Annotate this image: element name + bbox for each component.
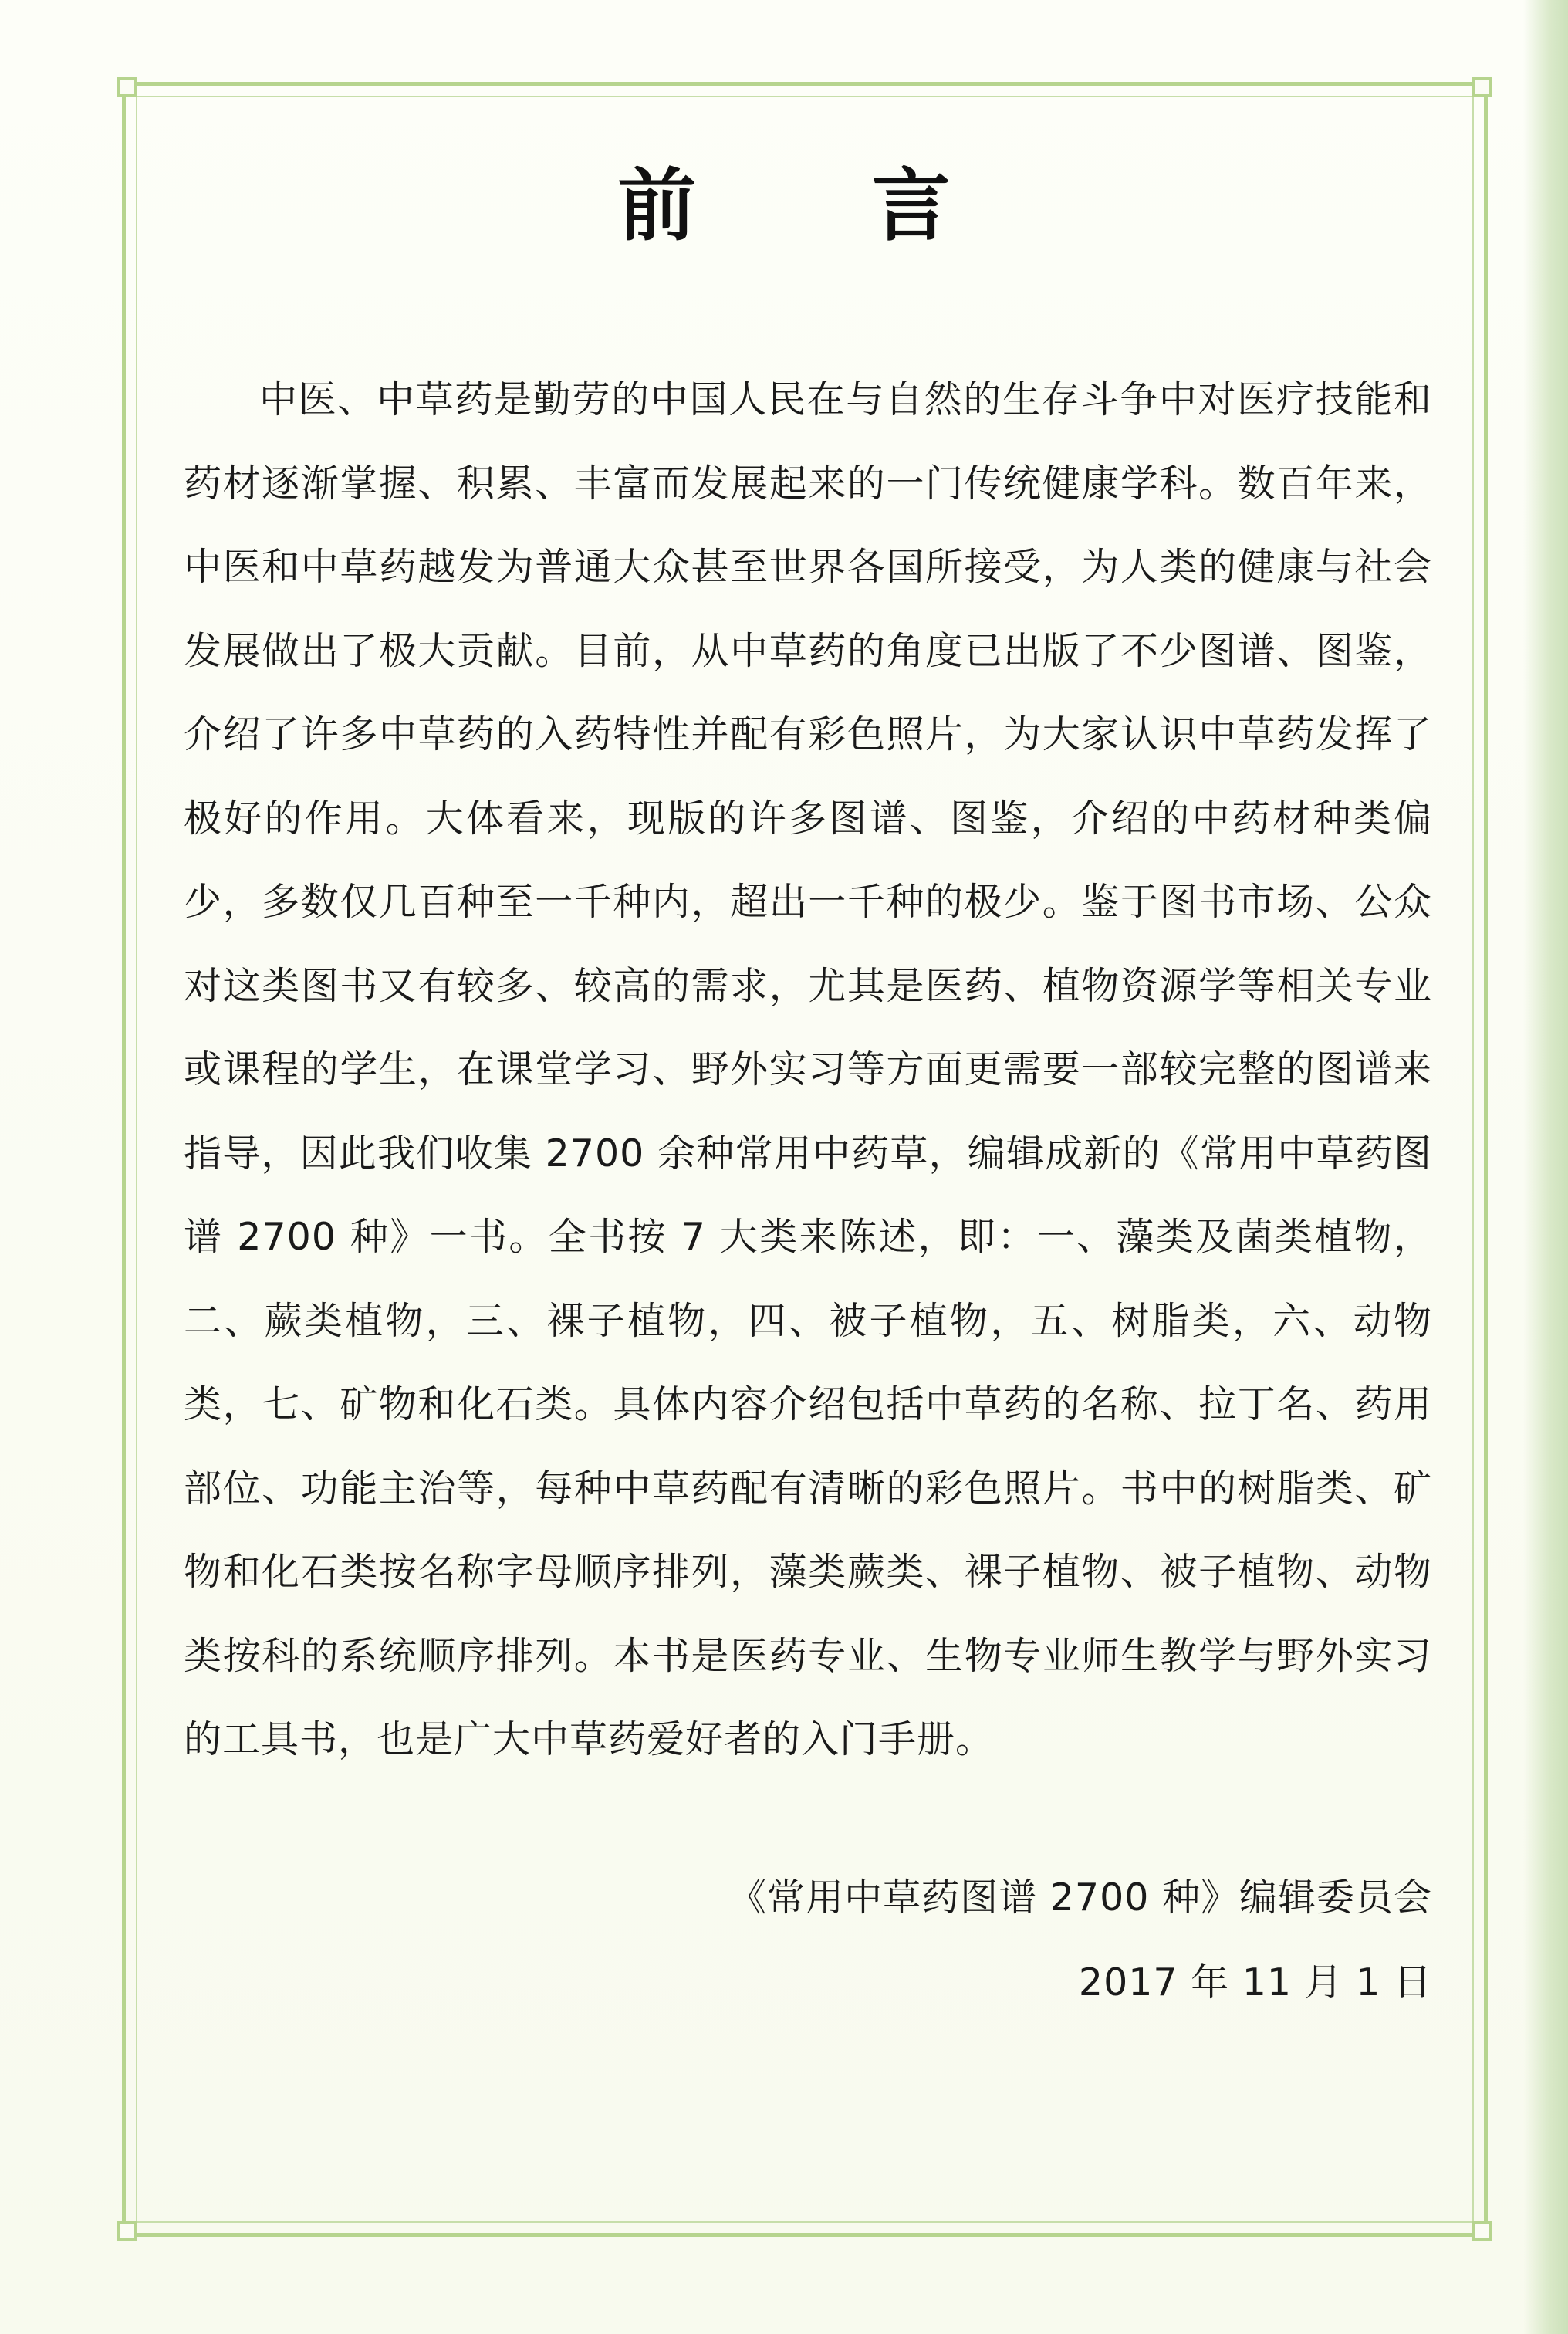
- page-edge: [1523, 0, 1568, 2334]
- frame-corner-ornament: [117, 2221, 137, 2241]
- frame-corner-ornament: [1472, 77, 1492, 97]
- frame-corner-ornament: [1472, 2221, 1492, 2241]
- signature-organization: 《常用中草药图谱 2700 种》编辑委员会: [728, 1876, 1432, 1920]
- page-title: 前 言: [617, 161, 1025, 252]
- preface-body: 中医、中草药是勤劳的中国人民在与自然的生存斗争中对医疗技能和药材逐渐掌握、积累、丰富而发展起来的一门传统健康学科。数百年来，中医和中草药越发为普通大众甚至世界各国所接受，为人类的健康与社会发展做出了极大贡献。目前，从中草药的角度已出版了不少图谱、图鉴，介绍了许多中草药的入药特性并配有彩色照片，为大家认识中草药发挥了极好的作用。大体看来，现版的许多图谱、图鉴，介绍的中药材种类偏少，多数仅几百种至一千种内，超出一千种的极少。鉴于图书市场、公众对这类图书又有较多、较高的需求，尤其是医药、植物资源学等相关专业或课程的学生，在课堂学习、野外实习等方面更需要一部较完整的图谱来指导，因此我们收集 2700 余种常用中药草，编辑成新的《常用中草药图谱 2700 种》一书。全书按 7 大类来陈述，即：一、藻类及菌类植物，二、蕨类植物，三、裸子植物，四、被子植物，五、树脂类，六、动物类，七、矿物和化石类。具体内容介绍包括中草药的名称、拉丁名、药用部位、功能主治等，每种中草药配有清晰的彩色照片。书中的树脂类、矿物和化石类按名称字母顺序排列，藻类蕨类、裸子植物、被子植物、动物类按科的系统顺序排列。本书是医药专业、生物专业师生教学与野外实习的工具书，也是广大中草药爱好者的入门手册。: [184, 377, 1432, 1761]
- frame-corner-ornament: [117, 77, 137, 97]
- signature-date: 2017 年 11 月 1 日: [1078, 1960, 1432, 2004]
